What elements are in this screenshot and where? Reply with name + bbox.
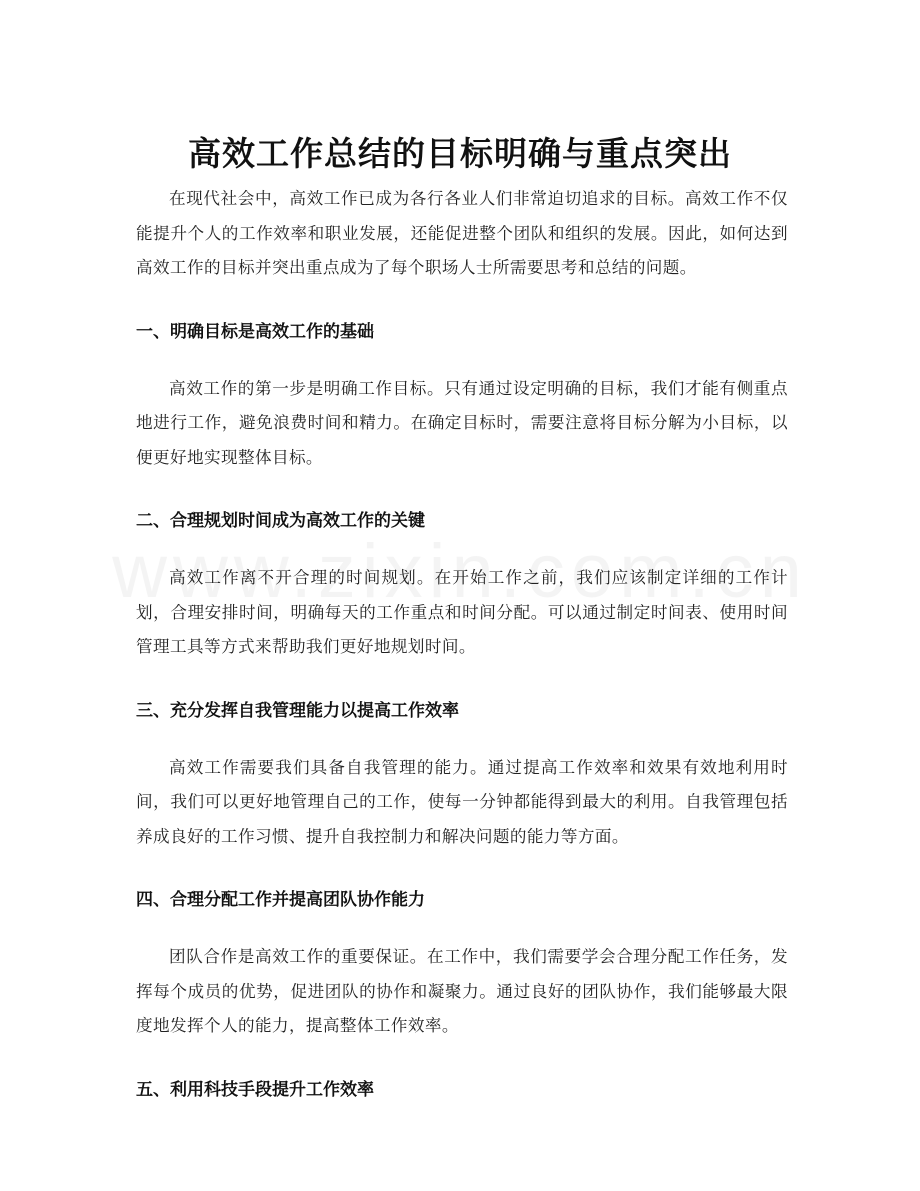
section-heading-4: 四、合理分配工作并提高团队协作能力 (136, 890, 425, 910)
document-body (136, 182, 788, 1102)
section-heading-2: 二、合理规划时间成为高效工作的关键 (136, 511, 425, 531)
section-body-2: 高效工作离不开合理的时间规划。在开始工作之前，我们应该制定详细的工作计划，合理安排时间，明确每天的工作重点和时间分配。可以通过制定时间表、使用时间管理工具等方式来帮助我们更好地规划时间。 (136, 568, 788, 656)
document-title: 高效工作总结的目标明确与重点突出 (188, 134, 732, 174)
section-body-4: 团队合作是高效工作的重要保证。在工作中，我们需要学会合理分配工作任务，发挥每个成员的优势，促进团队的协作和凝聚力。通过良好的团队协作，我们能够最大限度地发挥个人的能力，提高整体工作效率。 (136, 947, 788, 1035)
section-heading-5: 五、利用科技手段提升工作效率 (136, 1079, 374, 1100)
section-heading-3: 三、充分发挥自我管理能力以提高工作效率 (136, 700, 459, 721)
intro-paragraph: 在现代社会中，高效工作已成为各行各业人们非常迫切追求的目标。高效工作不仅能提升个人的工作效率和职业发展，还能促进整个团队和组织的发展。因此，如何达到高效工作的目标并突出重点成为了每个职场人士所需要思考和总结的问题。 (136, 189, 788, 277)
section-body-3: 高效工作需要我们具备自我管理的能力。通过提高工作效率和效果有效地利用时间，我们可以更好地管理自己的工作，使每一分钟都能得到最大的利用。自我管理包括养成良好的工作习惯、提升自我控制力和解决问题的能力等方面。 (136, 757, 788, 846)
section-heading-1: 一、明确目标是高效工作的基础 (136, 321, 374, 342)
section-body-1: 高效工作的第一步是明确工作目标。只有通过设定明确的目标，我们才能有侧重点地进行工作，避免浪费时间和精力。在确定目标时，需要注意将目标分解为小目标，以便更好地实现整体目标。 (136, 378, 788, 467)
